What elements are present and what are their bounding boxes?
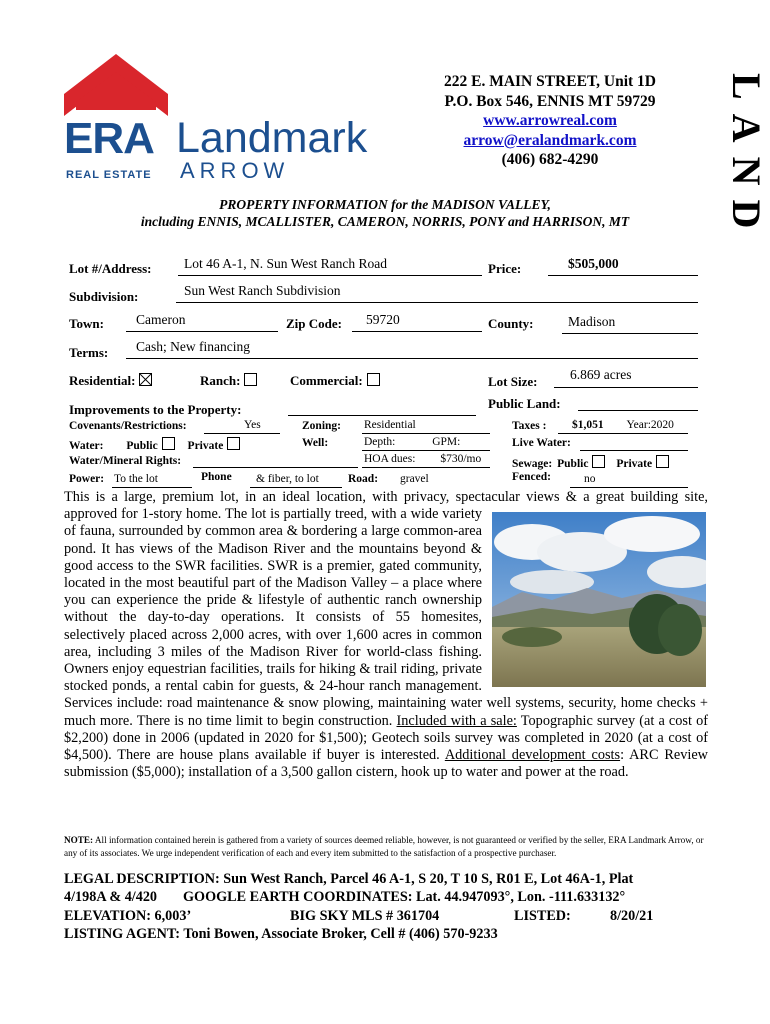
zip-value-text: 59720 xyxy=(366,312,400,327)
lot-value xyxy=(178,256,482,276)
listed-label: LISTED: xyxy=(514,907,571,924)
contact-street: 222 E. MAIN STREET, Unit 1D xyxy=(443,73,656,90)
heading-line-1: PROPERTY INFORMATION for the MADISON VALLEY, xyxy=(219,197,551,212)
fenced-value-text: no xyxy=(584,473,596,485)
taxes-year: Year:2020 xyxy=(626,419,674,431)
hoa-value xyxy=(362,453,490,468)
town-value-text: Cameron xyxy=(136,312,186,327)
coordinates: GOOGLE EARTH COORDINATES: Lat. 44.947093°, Lon. -111.633132° xyxy=(183,889,626,906)
covenants-value xyxy=(204,419,280,434)
town-value xyxy=(126,312,278,332)
residential-label: Residential: xyxy=(69,373,136,388)
sewage-public-checkbox[interactable] xyxy=(592,455,605,468)
disclaimer-note xyxy=(64,834,704,859)
road-label: Road: xyxy=(348,473,379,485)
water-private-checkbox[interactable] xyxy=(227,437,240,450)
lotsize-value xyxy=(554,367,698,388)
mineral-label: Water/Mineral Rights: xyxy=(69,455,182,467)
ranch-field xyxy=(200,373,257,389)
fenced-value xyxy=(570,473,688,488)
logo-sub: ARROW xyxy=(180,158,290,183)
website-link[interactable]: www.arrowreal.com xyxy=(483,112,617,129)
description-intro-wrap xyxy=(64,489,708,817)
sewage-public-label: Public xyxy=(557,458,589,470)
power-value xyxy=(112,473,192,488)
hoa-label: HOA dues: xyxy=(364,453,416,465)
contact-block xyxy=(410,72,690,170)
additional-costs-label: Additional development costs xyxy=(444,747,621,764)
sewage-private-checkbox[interactable] xyxy=(656,455,669,468)
sewage-private-label: Private xyxy=(616,458,653,470)
improvements-line xyxy=(288,405,476,416)
plat-reference: 4/198A & 4/420 xyxy=(64,889,158,906)
email-link[interactable]: arrow@eralandmark.com xyxy=(463,131,637,149)
listed-date: 8/20/21 xyxy=(610,907,654,924)
terms-label: Terms: xyxy=(69,345,109,360)
live-water-label: Live Water: xyxy=(512,437,571,449)
taxes-amount: $1,051 xyxy=(572,419,604,431)
road-value: gravel xyxy=(400,473,429,485)
logo-tagline: REAL ESTATE xyxy=(66,169,152,181)
additional-costs-text: : ARC Review submission ($5,000); installation of a 3,500 gallon cistern, hook up to water and power at the road. xyxy=(64,747,708,781)
included-label: Included with a sale: xyxy=(396,712,517,729)
note-text: All information contained herein is gathered from a variety of sources deemed reliable, however, is not guaranteed or verified by the seller, ERA Landmark Arrow, or any of its associates. We urge independent verification of each and every item submitted to the satisfaction of a prospective purchaser. xyxy=(64,835,704,858)
zoning-label: Zoning: xyxy=(302,420,341,432)
price-label: Price: xyxy=(488,261,522,276)
subdivision-label: Subdivision: xyxy=(69,289,139,304)
phone-value xyxy=(250,473,342,488)
listing-agent: LISTING AGENT: Toni Bowen, Associate Broker, Cell # (406) 570-9233 xyxy=(64,925,498,942)
zip-label: Zip Code: xyxy=(286,316,342,331)
photo-float-spacer xyxy=(482,489,708,687)
residential-checkbox[interactable] xyxy=(139,373,152,386)
logo-brand: ERA xyxy=(64,114,154,163)
company-logo xyxy=(62,52,392,187)
legal-line-2 xyxy=(64,888,714,906)
power-label: Power: xyxy=(69,473,105,485)
lotsize-label: Lot Size: xyxy=(488,374,538,389)
water-public-label: Public xyxy=(126,440,158,452)
commercial-checkbox[interactable] xyxy=(367,373,380,386)
fenced-label: Fenced: xyxy=(512,471,551,483)
depth-label: Depth: xyxy=(364,436,396,448)
subdivision-value-text: Sun West Ranch Subdivision xyxy=(184,283,341,298)
mineral-line xyxy=(193,453,358,468)
phone-label: Phone xyxy=(201,471,232,483)
ranch-label: Ranch: xyxy=(200,373,241,388)
well-value xyxy=(362,436,490,451)
water-label: Water: xyxy=(69,440,104,452)
public-land-line xyxy=(578,398,698,411)
terms-value-text: Cash; New financing xyxy=(136,339,250,354)
price-value xyxy=(548,256,698,276)
contact-phone: (406) 682-4290 xyxy=(501,151,599,168)
commercial-label: Commercial: xyxy=(290,373,363,388)
public-land-label: Public Land: xyxy=(488,396,561,411)
heading-line-2: including ENNIS, MCALLISTER, CAMERON, NORRIS, PONY and HARRISON, MT xyxy=(140,214,630,229)
residential-field xyxy=(69,373,152,389)
well-label: Well: xyxy=(302,437,329,449)
improvements-label: Improvements to the Property: xyxy=(69,402,242,417)
county-label: County: xyxy=(488,316,534,331)
ranch-checkbox[interactable] xyxy=(244,373,257,386)
covenants-label: Covenants/Restrictions: xyxy=(69,420,187,432)
legal-line-3 xyxy=(64,907,714,925)
elevation: ELEVATION: 6,003’ xyxy=(64,907,192,924)
mls-number: BIG SKY MLS # 361704 xyxy=(290,907,440,924)
zoning-value-text: Residential xyxy=(364,419,416,431)
covenants-value-text: Yes xyxy=(244,419,261,431)
county-value-text: Madison xyxy=(568,314,616,329)
lotsize-value-text: 6.869 acres xyxy=(570,367,632,382)
price-value-text: $505,000 xyxy=(568,256,619,271)
note-label: NOTE: xyxy=(64,835,94,845)
zip-value xyxy=(352,312,482,332)
town-label: Town: xyxy=(69,316,104,331)
sewage-label: Sewage: xyxy=(512,458,553,470)
county-value xyxy=(562,314,698,334)
zoning-value xyxy=(362,419,490,434)
logo-name: Landmark xyxy=(176,114,368,162)
water-public-checkbox[interactable] xyxy=(162,437,175,450)
taxes-value xyxy=(558,419,688,434)
water-private-label: Private xyxy=(187,440,224,452)
side-label: LAND xyxy=(724,73,769,243)
contact-po-box: P.O. Box 546, ENNIS MT 59729 xyxy=(444,92,656,110)
lot-value-text: Lot 46 A-1, N. Sun West Ranch Road xyxy=(184,256,388,271)
power-value-text: To the lot xyxy=(114,473,158,485)
sewage-field xyxy=(512,455,669,470)
legal-block xyxy=(64,870,714,943)
hoa-value-text: $730/mo xyxy=(440,453,482,465)
gpm-label: GPM: xyxy=(432,436,461,448)
description-intro: This is a large, premium lot, in an ideal location, with privacy, spectacular views & a great building site, approved for 1-story home. The lot is partially treed, with a wide variety of fauna, surrounded by common area & bordering a large common-area pond. It has views of the Madison River and the mountains beyond & good access to the SWR facilities. SWR is a premier, gated community, located in the most beautiful part of the Madison Valley – a place where you can experience the pride & lifestyle of authentic ranch ownership without the day-to-day operations. It consists of 55 homesites, selectively placed across 2,000 acres, with over 1,600 acres in common area, including 3 miles of the Madison River for world-class fishing. Owners enjoy equestrian facilities, trails for hiking & trail riding, private stocked ponds, a rental cabin for guests, & 24-hour ranch management. Services include: road maintenance & snow plowing, maintaining water well systems, security, home checks + much more. There is no time limit to begin construction. xyxy=(64,489,708,729)
water-field xyxy=(69,437,240,452)
subdivision-value xyxy=(176,283,698,303)
terms-value xyxy=(126,339,698,359)
included-text: Topographic survey (at a cost of $2,200) done in 2006 (updated in 2020 for $1,500); Geotech soils survey was completed in 2020 (at a cost of $4,500). There are house plans available if buyer is interested. xyxy=(64,712,708,764)
lot-label: Lot #/Address: xyxy=(69,261,152,276)
taxes-label: Taxes : xyxy=(512,420,547,432)
commercial-field xyxy=(290,373,380,389)
live-water-line xyxy=(580,436,688,451)
page-heading xyxy=(60,196,710,230)
phone-value-text: & fiber, to lot xyxy=(256,473,319,485)
legal-line-1: LEGAL DESCRIPTION: Sun West Ranch, Parcel 46 A-1, S 20, T 10 S, R01 E, Lot 46A-1, Plat xyxy=(64,871,634,887)
